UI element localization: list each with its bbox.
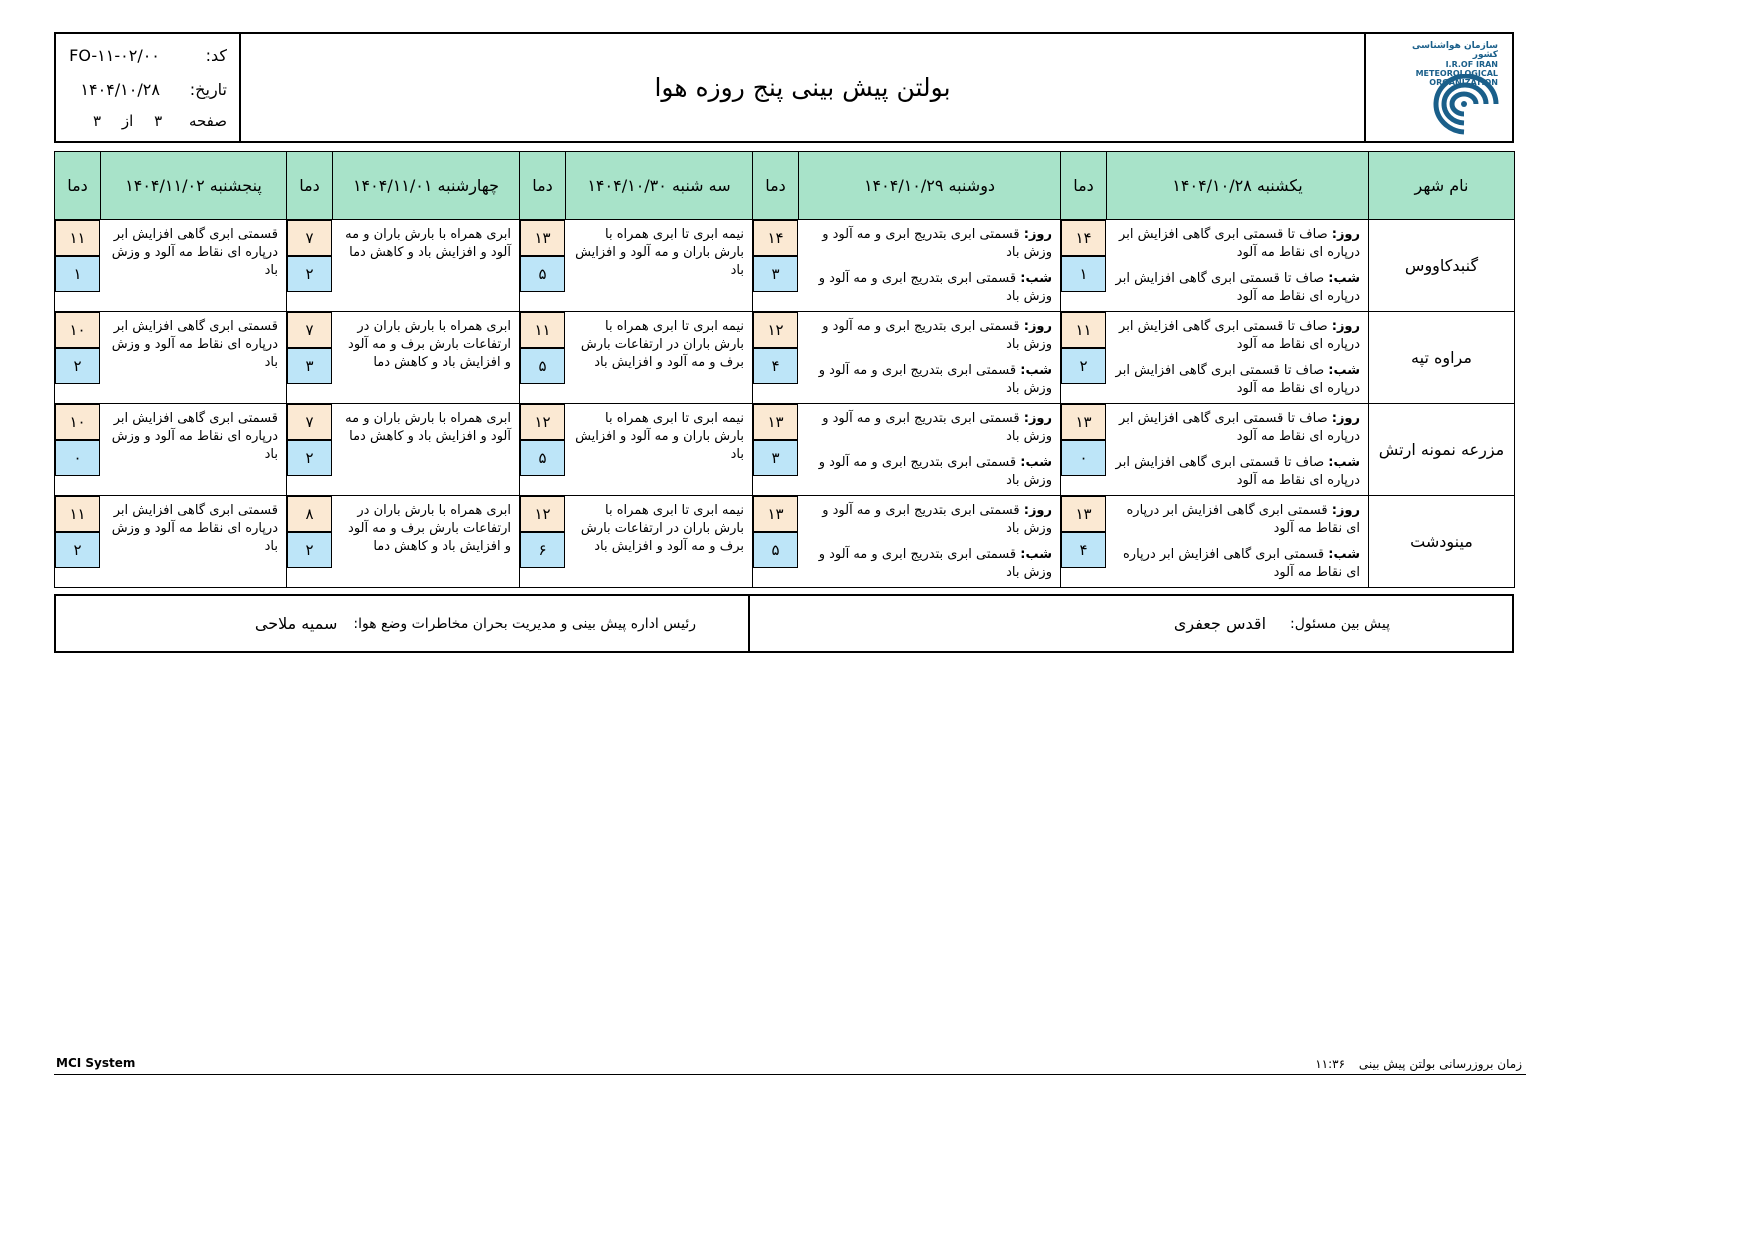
max-temp: ۷ [287, 404, 332, 440]
page-total: ۳ [93, 112, 102, 130]
min-temp: ۶ [520, 532, 565, 568]
table-row [55, 404, 1515, 496]
table-header-row [55, 152, 1515, 220]
day-forecast [1113, 502, 1361, 538]
code-row [69, 46, 227, 65]
city-name: مزرعه نمونه ارتش [1369, 404, 1515, 496]
temp-cell [520, 404, 566, 496]
forecaster-name: اقدس جعفری [1173, 614, 1267, 633]
max-temp: ۱۳ [1061, 404, 1106, 440]
page-of: از [121, 112, 134, 130]
logo-org-fa: سازمان هواشناسی کشور [1411, 41, 1498, 60]
night-forecast [1113, 546, 1361, 582]
night-forecast [1113, 362, 1361, 398]
temp-cell [520, 312, 566, 404]
max-temp: ۱۱ [1061, 312, 1106, 348]
day-text: قسمتی ابری بتدریج ابری و مه آلود و وزش باد [822, 411, 1052, 444]
meteorological-organization-logo-icon [1426, 74, 1502, 136]
temp-header-4: دما [287, 152, 333, 220]
temp-cell [1061, 496, 1107, 588]
page-current: ۳ [154, 112, 163, 130]
day-label: روز: [1023, 319, 1052, 334]
day-text: صاف تا قسمتی ابری گاهی افزایش ابر درپاره ای نقاط مه آلود [1119, 411, 1360, 444]
forecast-day-night [1107, 312, 1369, 404]
page-row [93, 112, 227, 130]
table-row [55, 220, 1515, 312]
city-column-header: نام شهر [1369, 152, 1515, 220]
temp-header-3: دما [520, 152, 566, 220]
forecast-day-night [1107, 404, 1369, 496]
min-temp: ۲ [287, 532, 332, 568]
page-label: صفحه [188, 112, 227, 130]
day-text: قسمتی ابری گاهی افزایش ابر درپاره ای نقاط مه آلود [1126, 503, 1360, 536]
signature-footer [54, 594, 1514, 653]
day-header-5: پنجشنبه ۱۴۰۴/۱۱/۰۲ [101, 152, 287, 220]
logo-org-en-1: I.R.OF IRAN [1445, 60, 1498, 69]
forecast-text: ابری همراه با بارش باران و مه آلود و افزایش باد و کاهش دما [333, 220, 520, 312]
forecast-text: ابری همراه با بارش باران در ارتفاعات بارش برف و مه آلود و افزایش باد و کاهش دما [333, 312, 520, 404]
temp-header-5: دما [55, 152, 101, 220]
night-forecast [805, 546, 1053, 582]
city-name: مراوه تپه [1369, 312, 1515, 404]
logo-org-en-2: METEOROLOGICAL [1415, 69, 1498, 78]
forecast-day-night [799, 220, 1061, 312]
forecast-text: قسمتی ابری گاهی افزایش ابر درپاره ای نقاط مه آلود و وزش باد [101, 496, 287, 588]
day-forecast [805, 226, 1053, 262]
forecast-text: نیمه ابری تا ابری همراه با بارش باران در ارتفاعات بارش برف و مه آلود و افزایش باد [566, 312, 753, 404]
min-temp: ۰ [55, 440, 100, 476]
day-label: روز: [1023, 411, 1052, 426]
day-forecast [805, 318, 1053, 354]
min-temp: ۳ [753, 256, 798, 292]
min-temp: ۵ [753, 532, 798, 568]
forecast-text: نیمه ابری تا ابری همراه با بارش باران در ارتفاعات بارش برف و مه آلود و افزایش باد [566, 496, 753, 588]
day-text: قسمتی ابری بتدریج ابری و مه آلود و وزش باد [822, 319, 1052, 352]
max-temp: ۱۲ [753, 312, 798, 348]
page-title: بولتن پیش بینی پنج روزه هوا [654, 73, 951, 102]
date-value: ۱۴۰۴/۱۰/۲۸ [80, 80, 160, 99]
logo-org-en-3: ORGANIZATION [1429, 78, 1498, 87]
temp-cell [1061, 312, 1107, 404]
day-header-1: یکشنبه ۱۴۰۴/۱۰/۲۸ [1107, 152, 1369, 220]
night-text: قسمتی ابری بتدریج ابری و مه آلود و وزش باد [818, 363, 1052, 396]
night-label: شب: [1328, 363, 1360, 378]
day-label: روز: [1331, 503, 1360, 518]
update-time-row [1315, 1057, 1522, 1071]
max-temp: ۱۱ [55, 220, 100, 256]
night-forecast [1113, 454, 1361, 490]
max-temp: ۱۳ [1061, 496, 1106, 532]
table-row [55, 496, 1515, 588]
forecast-day-night [1107, 496, 1369, 588]
night-text: صاف تا قسمتی ابری گاهی افزایش ابر درپاره ای نقاط مه آلود [1115, 363, 1360, 396]
day-label: روز: [1331, 411, 1360, 426]
night-text: قسمتی ابری بتدریج ابری و مه آلود و وزش باد [818, 455, 1052, 488]
day-forecast [805, 410, 1053, 446]
temp-cell [753, 404, 799, 496]
system-name: MCI System [56, 1056, 136, 1070]
min-temp: ۲ [1061, 348, 1106, 384]
day-header-2: دوشنبه ۱۴۰۴/۱۰/۲۹ [799, 152, 1061, 220]
max-temp: ۱۰ [55, 404, 100, 440]
update-time: ۱۱:۳۶ [1315, 1057, 1346, 1071]
table-row [55, 312, 1515, 404]
night-forecast [1113, 270, 1361, 306]
min-temp: ۲ [55, 532, 100, 568]
temp-cell [753, 220, 799, 312]
max-temp: ۱۳ [753, 404, 798, 440]
night-label: شب: [1328, 547, 1360, 562]
max-temp: ۱۲ [520, 496, 565, 532]
temp-cell [1061, 220, 1107, 312]
max-temp: ۸ [287, 496, 332, 532]
max-temp: ۱۳ [520, 220, 565, 256]
temp-cell [287, 404, 333, 496]
forecast-text: ابری همراه با بارش باران و مه آلود و افزایش باد و کاهش دما [333, 404, 520, 496]
min-temp: ۲ [287, 440, 332, 476]
min-temp: ۰ [1061, 440, 1106, 476]
city-name: مینودشت [1369, 496, 1515, 588]
page-bottom-rule [54, 1074, 1526, 1075]
date-row [80, 80, 227, 99]
night-label: شب: [1328, 271, 1360, 286]
chief-cell [56, 596, 748, 651]
min-temp: ۲ [287, 256, 332, 292]
forecast-text: قسمتی ابری گاهی افزایش ابر درپاره ای نقاط مه آلود و وزش باد [101, 220, 287, 312]
forecast-day-night [1107, 220, 1369, 312]
code-value: FO-۱۱-۰۲/۰۰ [69, 46, 160, 65]
temp-cell [753, 496, 799, 588]
forecast-day-night [799, 496, 1061, 588]
forecast-text: قسمتی ابری گاهی افزایش ابر درپاره ای نقاط مه آلود و وزش باد [101, 312, 287, 404]
forecast-text: نیمه ابری تا ابری همراه با بارش باران و مه آلود و افزایش باد [566, 404, 753, 496]
min-temp: ۴ [753, 348, 798, 384]
max-temp: ۱۴ [1061, 220, 1106, 256]
forecast-text: نیمه ابری تا ابری همراه با بارش باران و مه آلود و افزایش باد [566, 220, 753, 312]
night-label: شب: [1020, 363, 1052, 378]
temp-cell [55, 312, 101, 404]
day-forecast [805, 502, 1053, 538]
night-label: شب: [1020, 271, 1052, 286]
night-label: شب: [1020, 547, 1052, 562]
night-label: شب: [1020, 455, 1052, 470]
temp-cell [520, 220, 566, 312]
day-forecast [1113, 410, 1361, 446]
night-label: شب: [1328, 455, 1360, 470]
day-forecast [1113, 318, 1361, 354]
day-forecast [1113, 226, 1361, 262]
day-text: صاف تا قسمتی ابری گاهی افزایش ابر درپاره ای نقاط مه آلود [1119, 319, 1360, 352]
forecast-day-night [799, 404, 1061, 496]
min-temp: ۱ [1061, 256, 1106, 292]
max-temp: ۱۳ [753, 496, 798, 532]
forecaster-label: پیش بین مسئول: [1290, 615, 1390, 632]
max-temp: ۱۱ [55, 496, 100, 532]
night-text: قسمتی ابری بتدریج ابری و مه آلود و وزش باد [818, 547, 1052, 580]
night-forecast [805, 454, 1053, 490]
city-name: گنبدکاووس [1369, 220, 1515, 312]
forecast-text: قسمتی ابری گاهی افزایش ابر درپاره ای نقاط مه آلود و وزش باد [101, 404, 287, 496]
temp-cell [520, 496, 566, 588]
max-temp: ۷ [287, 312, 332, 348]
update-label: زمان بروزرسانی بولتن پیش بینی [1358, 1057, 1522, 1071]
chief-name: سمیه ملاحی [254, 614, 338, 633]
temp-cell [1061, 404, 1107, 496]
temp-cell [55, 496, 101, 588]
min-temp: ۵ [520, 348, 565, 384]
min-temp: ۲ [55, 348, 100, 384]
temp-cell [55, 404, 101, 496]
day-text: قسمتی ابری بتدریج ابری و مه آلود و وزش باد [822, 227, 1052, 260]
min-temp: ۴ [1061, 532, 1106, 568]
temp-cell [287, 312, 333, 404]
min-temp: ۵ [520, 256, 565, 292]
day-text: صاف تا قسمتی ابری گاهی افزایش ابر درپاره ای نقاط مه آلود [1119, 227, 1360, 260]
temp-cell [753, 312, 799, 404]
min-temp: ۳ [287, 348, 332, 384]
logo-cell [1364, 34, 1512, 141]
forecast-day-night [799, 312, 1061, 404]
night-forecast [805, 362, 1053, 398]
temp-header-1: دما [1061, 152, 1107, 220]
day-label: روز: [1331, 319, 1360, 334]
min-temp: ۵ [520, 440, 565, 476]
max-temp: ۱۲ [520, 404, 565, 440]
night-text: صاف تا قسمتی ابری گاهی افزایش ابر درپاره ای نقاط مه آلود [1115, 455, 1360, 488]
document-meta [56, 34, 241, 141]
temp-cell [287, 220, 333, 312]
temp-header-2: دما [753, 152, 799, 220]
day-header-3: سه شنبه ۱۴۰۴/۱۰/۳۰ [566, 152, 753, 220]
day-header-4: چهارشنبه ۱۴۰۴/۱۱/۰۱ [333, 152, 520, 220]
day-label: روز: [1331, 227, 1360, 242]
max-temp: ۱۱ [520, 312, 565, 348]
night-text: قسمتی ابری گاهی افزایش ابر درپاره ای نقاط مه آلود [1123, 547, 1360, 580]
temp-cell [287, 496, 333, 588]
forecast-table [54, 151, 1515, 588]
day-text: قسمتی ابری بتدریج ابری و مه آلود و وزش باد [822, 503, 1052, 536]
forecast-text: ابری همراه با بارش باران در ارتفاعات بارش برف و مه آلود و افزایش باد و کاهش دما [333, 496, 520, 588]
day-label: روز: [1023, 503, 1052, 518]
max-temp: ۱۰ [55, 312, 100, 348]
day-label: روز: [1023, 227, 1052, 242]
code-label: کد: [205, 46, 227, 65]
night-forecast [805, 270, 1053, 306]
max-temp: ۱۴ [753, 220, 798, 256]
temp-cell [55, 220, 101, 312]
min-temp: ۳ [753, 440, 798, 476]
night-text: قسمتی ابری بتدریج ابری و مه آلود و وزش باد [818, 271, 1052, 304]
min-temp: ۱ [55, 256, 100, 292]
chief-label: رئیس اداره پیش بینی و مدیریت بحران مخاطرات وضع هوا: [353, 615, 696, 632]
night-text: صاف تا قسمتی ابری گاهی افزایش ابر درپاره ای نقاط مه آلود [1115, 271, 1360, 304]
max-temp: ۷ [287, 220, 332, 256]
forecaster-cell [748, 596, 1512, 651]
bulletin-header [54, 32, 1514, 143]
date-label: تاریخ: [189, 80, 227, 99]
